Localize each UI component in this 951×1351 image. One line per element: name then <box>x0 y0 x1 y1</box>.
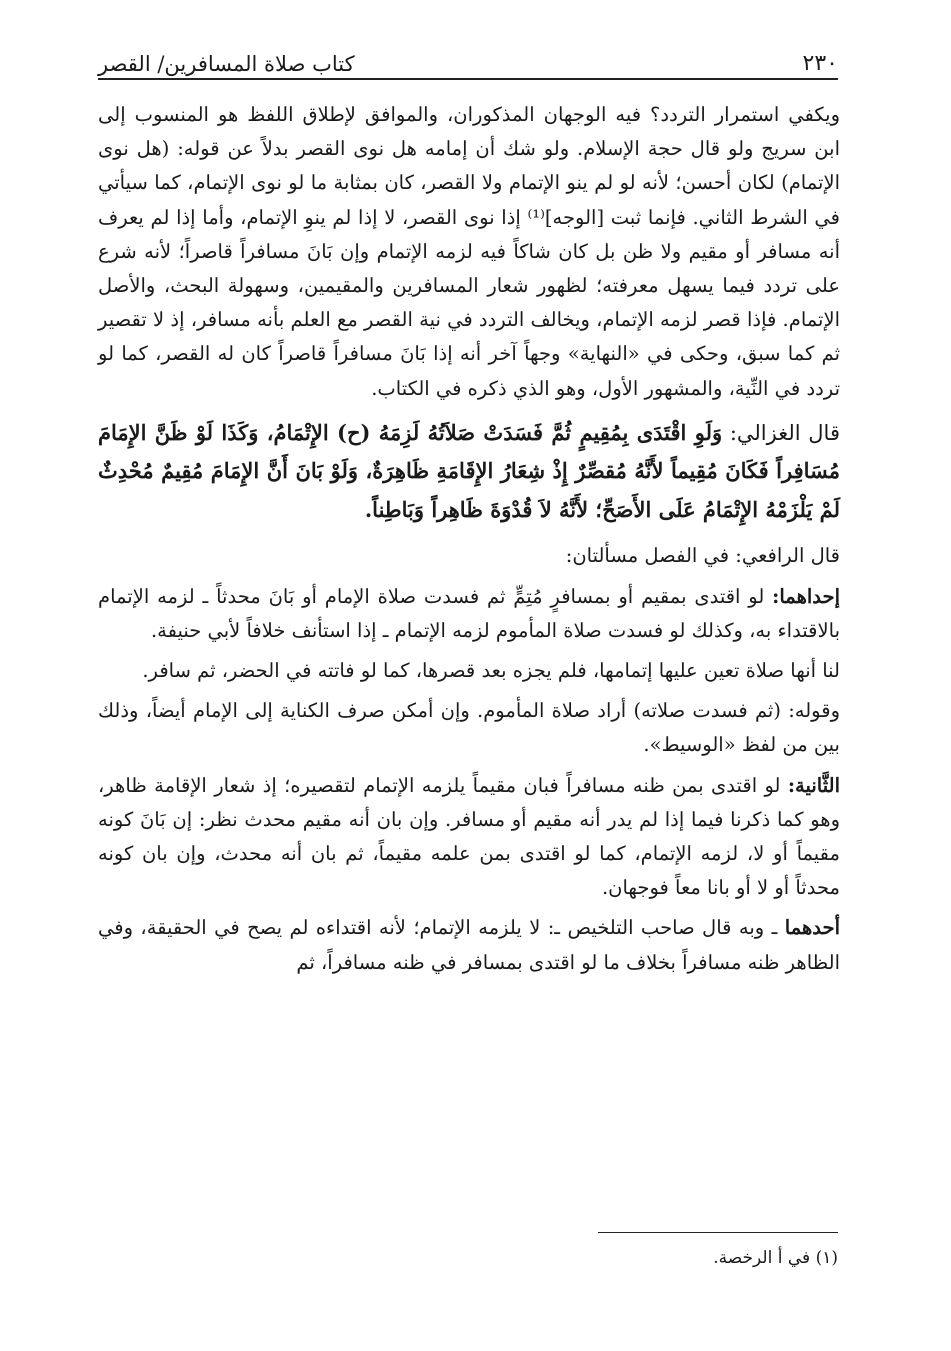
paragraph-explanation: وقوله: (ثم فسدت صلاته) أراد صلاة المأموم. وإن أمكن صرف الكناية إلى الإمام أيضاً، وذلك بين من لفظ «الوسيط». <box>98 699 840 757</box>
footnote-text: في أ الرخصة. <box>713 1248 811 1268</box>
page-number: ٢٣٠ <box>802 51 838 76</box>
first-view-text: ـ وبه قال صاحب التلخيص ـ: لا يلزمه الإتمام؛ لأنه اقتداءه لم يصح في الحقيقة، وفي الظاهر ظنه مسافراً بخلاف ما لو اقتدى بمسافر في ظنه مسافراً، ثم <box>98 916 840 974</box>
paragraph-1: ويكفي استمرار التردد؟ فيه الوجهان المذكوران، والموافق لإطلاق اللفظ هو المنسوب إلى ابن سريج ولو قال حجة الإسلام. ولو شك أن إمامه هل نوى القصر بدلاً عن قوله: (هل نوى الإتمام) لكان أحسن؛ لأنه لو لم ينو الإتمام ولا القصر، كان بمثابة ما لو نوى الإتمام، كما سيأتي في الشرط الثاني. فإنما ثبت [الوجه]⁽¹⁾ إذا نوى القصر، لا إذا لم ينوِ الإتمام، وأما إذا لم يعرف أنه مسافر أو مقيم ولا ظن بل كان شاكاً فيه لزمه الإتمام وإن بَانَ مسافراً قاصراً؛ لأنه شرع على تردد فيما يسهل معرفته؛ لظهور شعار المسافرين والمقيمين، وسهولة البحث، والأصل الإتمام. فإذا قصر لزمه الإتمام، ويخالف التردد في نية القصر مع العلم بأنه مسافر، إذ لا تقصير ثم كما سبق، وحكى في «النهاية» وجهاً آخر أنه إذا بَانَ مسافراً قاصراً كان له القصر، كما لو تردد في النِّية، والمشهور الأول، وهو الذي ذكره في الكتاب. <box>98 103 840 400</box>
paragraph-argument: لنا أنها صلاة تعين عليها إتمامها، فلم يجزه بعد قصرها، كما لو فاتته في الحضر، ثم سافر. <box>142 658 840 682</box>
footnote-divider <box>598 1232 838 1233</box>
main-text <box>98 98 840 986</box>
paragraph-first-view <box>98 911 840 979</box>
first-issue-heading: إحداهما: <box>772 584 840 608</box>
paragraph-rafii: قال الرافعي: في الفصل مسألتان: <box>565 544 840 568</box>
footnote <box>713 1246 838 1270</box>
ghazali-text: وَلَوِ اقْتَدَى بِمُقِيمٍ ثُمَّ فَسَدَتْ صَلاَتُهُ لَزِمَهُ (ح) الإِتْمَامُ، وَكَذَا لَوْ ظَنَّ الإِمَامَ مُسَافِراً فَكَانَ مُقِيماً لأَنَّهُ مُقصِّرٌ إِذْ شِعَارُ الإِقَامَةِ ظَاهِرَةٌ، وَلَوْ بَانَ أَنَّ الإِمَامَ مُقِيمٌ مُحْدِثٌ لَمْ يَلْزَمْهُ الإِتْمَامُ عَلَى الأَصَحِّ؛ لأَنَّهُ لاَ قُدْوَةَ ظَاهِراً وَبَاطِناً. <box>98 419 840 522</box>
first-view-heading: أحدهما <box>784 916 841 940</box>
speaker-ghazali: قال الغزالي: <box>729 420 840 445</box>
paragraph-ghazali <box>98 414 840 530</box>
first-issue-text: لو اقتدى بمقيم أو بمسافرٍ مُتِمٍّ ثم فسدت صلاة الإمام أو بَانَ محدثاً ـ لزمه الإتمام بالاقتداء به، وكذلك لو فسدت صلاة المأموم لزمه الإتمام ـ إذا استأنف خلافاً لأبي حنيفة. <box>98 584 840 642</box>
running-header <box>98 40 838 76</box>
second-issue-heading: الثَّانية: <box>787 773 840 797</box>
header-divider <box>98 78 838 80</box>
paragraph-second-issue <box>98 769 840 906</box>
paragraph-first-issue <box>98 580 840 648</box>
running-title: كتاب صلاة المسافرين/ القصر <box>98 52 355 76</box>
footnote-marker: (١) <box>815 1248 838 1268</box>
second-issue-text: لو اقتدى بمن ظنه مسافراً فبان مقيماً يلزمه الإتمام لتقصيره؛ إذ شعار الإقامة ظاهر، وهو كما ذكرنا فيما إذا لم يدر أنه مقيم أو مسافر. وإن بان أنه مقيم محدث نظر: إن بَانَ كونه مقيماً أو لا، لزمه الإتمام، كما لو اقتدى بمن علمه مقيماً، ثم بان أنه محدث، وإن بان كونه محدثاً أو لا أو بانا معاً فوجهان. <box>98 773 840 900</box>
